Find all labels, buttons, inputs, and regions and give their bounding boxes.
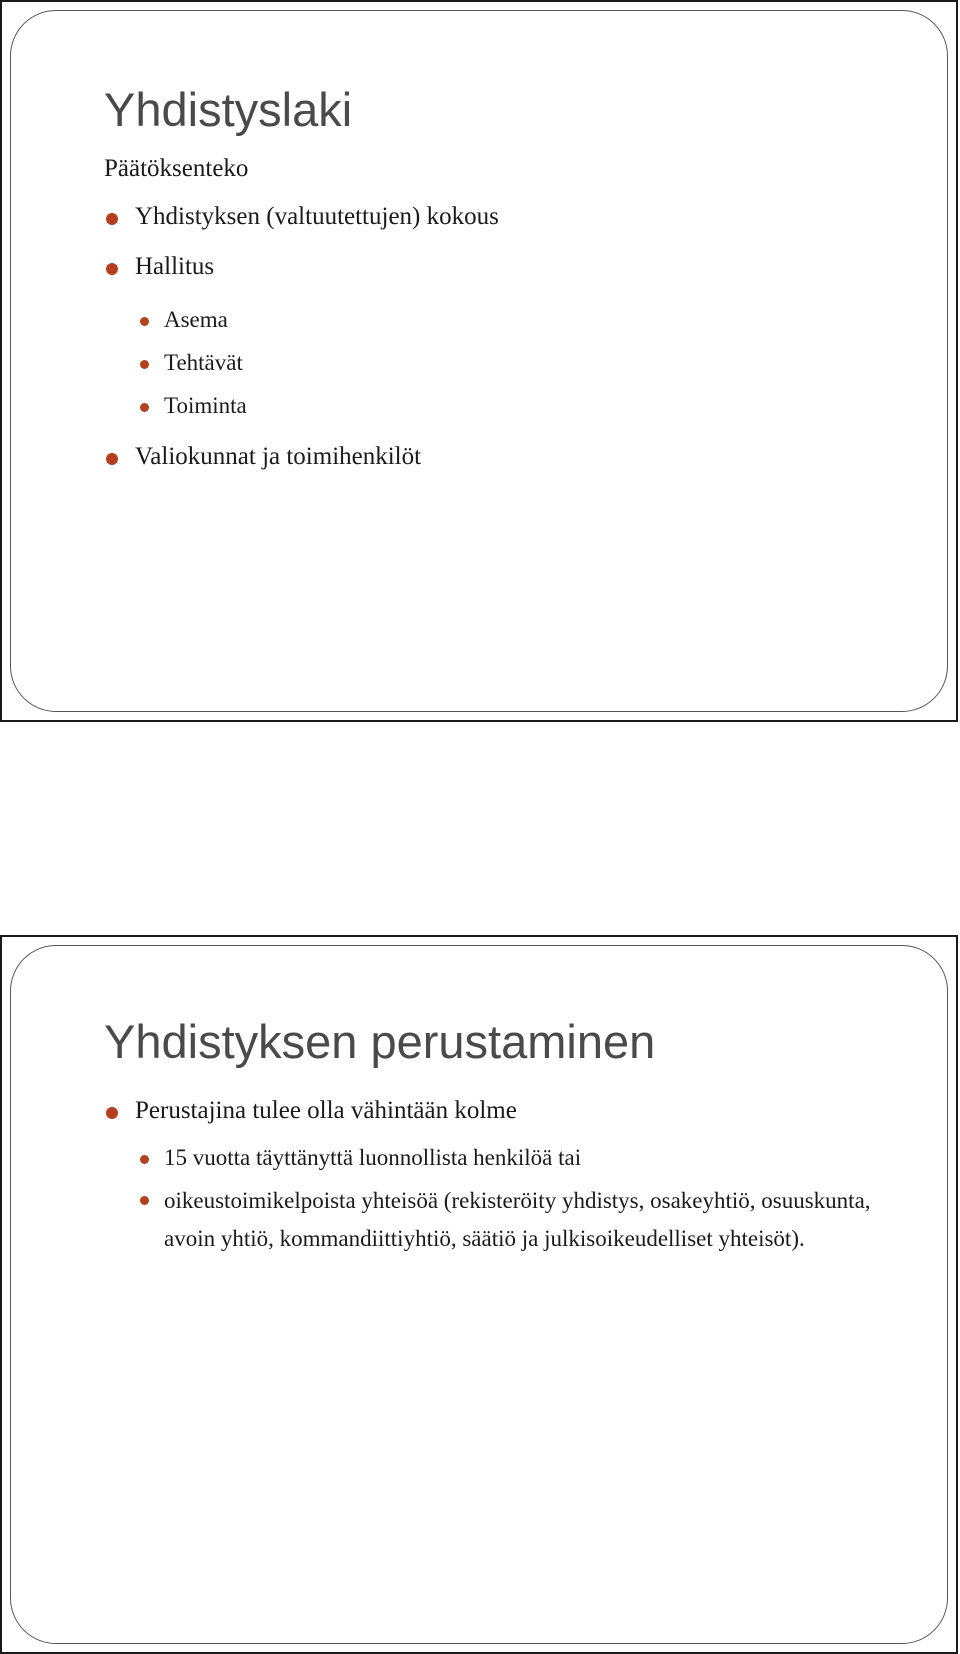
list-item-text: Asema: [164, 307, 228, 332]
list-item: [164, 307, 228, 333]
slide-1-intro: Päätöksenteko: [104, 155, 249, 182]
list-item-text: Yhdistyksen (valtuutettujen) kokous: [135, 203, 499, 230]
list-item-text: oikeustoimikelpoista yhteisöä (rekisteröity yhdistys, osakeyhtiö, osuuskunta, avoin yhtiö, kommandiittiyhtiö, säätiö ja julkisoikeudelliset yhteisöt).: [164, 1188, 871, 1251]
list-item-text: Toiminta: [164, 393, 247, 418]
list-item: [164, 350, 243, 376]
list-item-text: Valiokunnat ja toimihenkilöt: [135, 443, 422, 470]
bullet-dot-icon: [106, 263, 118, 275]
list-item-text: Tehtävät: [164, 350, 243, 375]
list-item-text: Hallitus: [135, 253, 215, 280]
list-item: [135, 203, 499, 231]
bullet-dot-icon: [106, 1107, 118, 1119]
list-item: [135, 1097, 517, 1125]
bullet-dot-icon: [140, 403, 149, 412]
slide-1-title: Yhdistyslaki: [104, 83, 353, 136]
list-item: [135, 443, 421, 471]
bullet-dot-icon: [140, 1155, 149, 1164]
list-item: [135, 253, 214, 281]
bullet-dot-icon: [140, 360, 149, 369]
list-item: [164, 1145, 581, 1171]
list-item: [164, 393, 247, 419]
bullet-dot-icon: [106, 213, 118, 225]
bullet-dot-icon: [140, 317, 149, 326]
list-item-text: Perustajina tulee olla vähintään kolme: [135, 1097, 517, 1124]
bullet-dot-icon: [140, 1196, 149, 1205]
list-item: [164, 1182, 924, 1258]
list-item-text: 15 vuotta täyttänyttä luonnollista henkilöä tai: [164, 1145, 582, 1170]
bullet-dot-icon: [106, 453, 118, 465]
slide-2-title: Yhdistyksen perustaminen: [104, 1015, 656, 1068]
